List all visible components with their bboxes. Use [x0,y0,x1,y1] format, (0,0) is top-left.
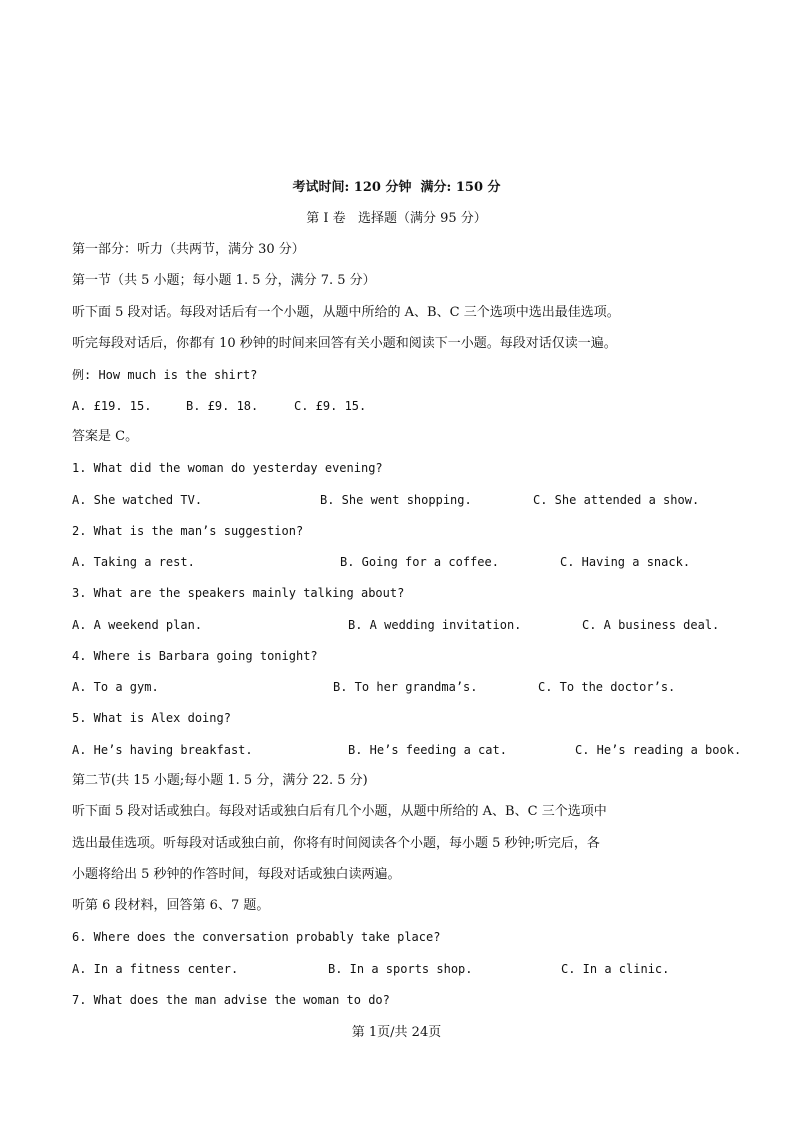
exam-info: 考试时间: 120 分钟 满分: 150 分 [292,180,501,195]
question-5-option-b: B. He’s feeding a cat. [348,743,507,757]
question-7: 7. What does the man advise the woman to do? [72,993,390,1007]
example-option-c: C. £9. 15. [294,399,367,413]
question-3-option-c: C. A business deal. [582,618,720,632]
question-4-option-c: C. To the doctor’s. [538,680,676,694]
example-option-a: A. £19. 15. [72,399,152,413]
question-4-option-a: A. To a gym. [72,680,159,694]
question-6-option-a: A. In a fitness center. [72,962,239,976]
material-6-heading: 听第 6 段材料，回答第 6、7 题。 [72,898,270,913]
question-1-option-b: B. She went shopping. [320,493,472,507]
example-answer: 答案是 C。 [72,429,139,444]
question-3-option-b: B. A wedding invitation. [348,618,522,632]
section1-instruction-2: 听完每段对话后，你都有 10 秒钟的时间来回答有关小题和阅读下一小题。每段对话仅读一遍。 [72,336,617,351]
question-5-option-a: A. He’s having breakfast. [72,743,253,757]
page-number: 第 1页/共 24页 [351,1025,442,1040]
section2-title: 第二节(共 15 小题;每小题 1. 5 分，满分 22. 5 分) [72,773,368,788]
question-4: 4. Where is Barbara going tonight? [72,649,318,663]
section1-subtitle: 第一节（共 5 小题；每小题 1. 5 分，满分 7. 5 分） [72,273,376,288]
section2-instruction-2: 选出最佳选项。听每段对话或独白前，你将有时间阅读各个小题，每小题 5 秒钟;听完后，各 [72,836,600,851]
question-2-option-b: B. Going for a coffee. [340,555,499,569]
part-title: 第 I 卷 选择题（满分 95 分） [306,211,487,226]
question-6-option-b: B. In a sports shop. [328,962,473,976]
section2-instruction-1: 听下面 5 段对话或独白。每段对话或独白后有几个小题，从题中所给的 A、B、C 三个选项中 [72,804,607,819]
question-1-option-a: A. She watched TV. [72,493,203,507]
question-1-option-c: C. She attended a show. [533,493,700,507]
question-6-option-c: C. In a clinic. [561,962,670,976]
question-2-option-a: A. Taking a rest. [72,555,195,569]
question-6: 6. Where does the conversation probably take place? [72,930,441,944]
question-4-option-b: B. To her grandma’s. [333,680,478,694]
question-2: 2. What is the man’s suggestion? [72,524,304,538]
question-2-option-c: C. Having a snack. [560,555,691,569]
section1-title: 第一部分：听力（共两节，满分 30 分） [72,242,305,257]
question-3: 3. What are the speakers mainly talking about? [72,586,405,600]
question-1: 1. What did the woman do yesterday evening? [72,461,383,475]
section2-instruction-3: 小题将给出 5 秒钟的作答时间，每段对话或独白读两遍。 [72,867,401,882]
question-3-option-a: A. A weekend plan. [72,618,203,632]
example-option-b: B. £9. 18. [186,399,259,413]
question-5-option-c: C. He’s reading a book. [575,743,742,757]
question-5: 5. What is Alex doing? [72,711,231,725]
section1-instruction-1: 听下面 5 段对话。每段对话后有一个小题，从题中所给的 A、B、C 三个选项中选出最佳选项。 [72,305,620,320]
example-question: 例: How much is the shirt? [72,368,258,382]
